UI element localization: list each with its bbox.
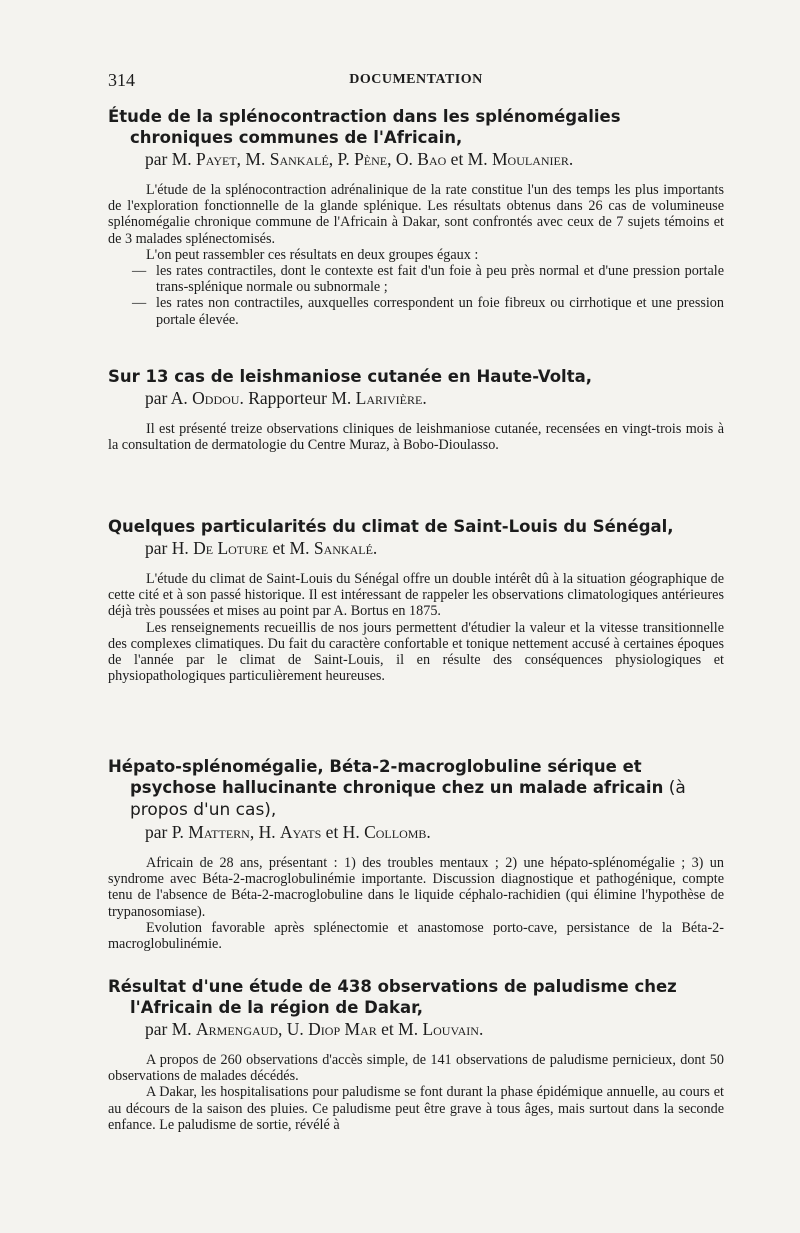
page-header xyxy=(108,70,724,92)
paragraph: L'on peut rassembler ces résultats en deux groupes égaux : xyxy=(146,246,479,263)
article-title: Hépato-splénomégalie, Béta-2-macroglobuline sérique et psychose hallucinante chronique chez un malade africain (à propos d'un cas), xyxy=(108,757,686,820)
dash-list-item: — les rates contractiles, dont le contexte est fait d'un foie à peu près normal et d'une pression portale trans-splénique normale ou subnormale ; xyxy=(132,263,724,296)
article-leishmaniose xyxy=(108,366,724,453)
article-authors: par M. Payet, M. Sankalé, P. Pène, O. Bao et M. Moulanier. xyxy=(145,149,574,169)
article-body xyxy=(108,182,724,328)
article-title: Quelques particularités du climat de Saint-Louis du Sénégal, xyxy=(108,517,674,536)
paragraph: Les renseignements recueillis de nos jours permettent d'étudier la valeur et la vitesse transitionnelle des complexes climatiques. Du fait du caractère confortable et tonique nettement accusé à certaines époques de l'année par le climat de Saint-Louis, il en résulte des conséquences physiologiques et physiopathologiques particulièrement heureuses. xyxy=(108,619,724,685)
article-climat-saint-louis xyxy=(108,516,724,684)
article-splenocontraction xyxy=(108,106,724,328)
paragraph: Evolution favorable après splénectomie et anastomose porto-cave, persistance de la Béta-2-macroglobulinémie. xyxy=(108,919,724,953)
article-authors: par M. Armengaud, U. Diop Mar et M. Louvain. xyxy=(145,1019,484,1039)
page-number: 314 xyxy=(108,70,135,90)
paragraph: L'étude de la splénocontraction adrénalinique de la rate constitue l'un des temps les plus importants de l'exploration fonctionnelle de la glande splénique. Les résultats obtenus dans 26 cas de volumineuse splénomégalie chronique commune de l'Africain à Dakar, sont confrontés avec ceux de 7 sujets témoins et de 3 malades splénectomisés. xyxy=(108,182,724,247)
paragraph: A propos de 260 observations d'accès simple, de 141 observations de paludisme pernicieux, dont 50 observations de malades décédés. xyxy=(108,1052,724,1085)
article-authors: par H. De Loture et M. Sankalé. xyxy=(145,538,378,558)
article-authors: par P. Mattern, H. Ayats et H. Collomb. xyxy=(145,822,431,842)
article-body xyxy=(108,571,724,684)
paragraph: Africain de 28 ans, présentant : 1) des troubles mentaux ; 2) une hépato-splénomégalie ; 3) un syndrome avec Béta-2-macroglobulinémie importante. Discussion diagnostique et pathogénique, compte tenu de l'absence de Béta-2-macroglobuline dans le liquide céphalo-rachidien (qui élimine l'hypothèse de trypanosomiase). xyxy=(108,855,724,920)
paragraph: A Dakar, les hospitalisations pour paludisme se font durant la phase épidémique annuelle, au cours et au décours de la saison des pluies. Ce paludisme peut être grave à tous âges, mais surtout dans la seconde enfance. Le paludisme de sortie, révélé à xyxy=(108,1084,724,1133)
article-body xyxy=(108,421,724,453)
article-authors: par A. Oddou. Rapporteur M. Larivière. xyxy=(145,388,427,408)
article-title: Étude de la splénocontraction dans les splénomégalies chroniques communes de l'Africain, xyxy=(108,107,621,147)
article-hepato-splenomegalie xyxy=(108,756,724,952)
article-title: Résultat d'une étude de 438 observations de paludisme chez l'Africain de la région de Dakar, xyxy=(108,977,677,1017)
dash-list-item: — les rates non contractiles, auxquelles correspondent un foie fibreux ou cirrhotique et une pression portale élevée. xyxy=(132,295,724,328)
running-title: DOCUMENTATION xyxy=(349,72,483,87)
article-title: Sur 13 cas de leishmaniose cutanée en Haute-Volta, xyxy=(108,367,593,386)
article-body xyxy=(108,855,724,952)
article-body xyxy=(108,1052,724,1133)
article-paludisme-dakar xyxy=(108,976,724,1133)
paragraph: Il est présenté treize observations cliniques de leishmaniose cutanée, recensées en vingt-trois mois à la consultation de dermatologie du Centre Muraz, à Bobo-Dioulasso. xyxy=(108,421,724,454)
paragraph: L'étude du climat de Saint-Louis du Sénégal offre un double intérêt dû à la situation géographique de cette cité et à son passé historique. Il est intéressant de rappeler les observations climatologiques antérieures déjà très poussées et mises au point par A. Bortus en 1875. xyxy=(108,571,724,620)
